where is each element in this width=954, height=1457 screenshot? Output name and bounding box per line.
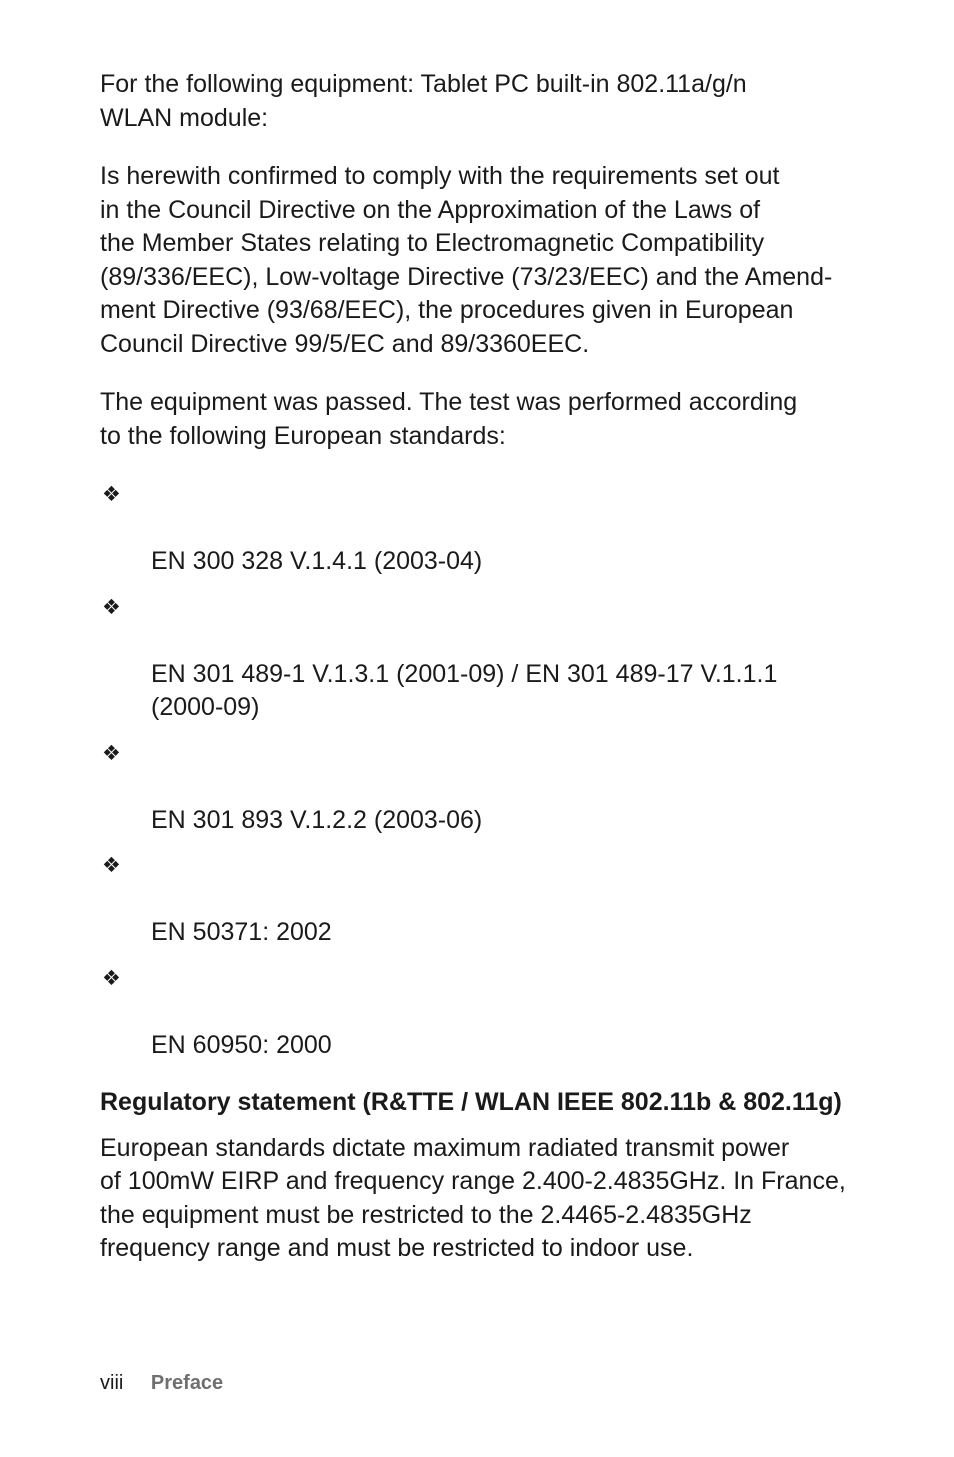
standard-text: EN 301 489-1 V.1.3.1 (2001-09) / EN 301 489-17 V.1.1.1 (2000-09) <box>151 659 778 721</box>
standard-text: EN 60950: 2000 <box>151 1030 332 1059</box>
standard-text: EN 50371: 2002 <box>151 918 332 946</box>
diamond-bullet-icon: ❖ <box>102 594 121 619</box>
list-item <box>100 962 860 1063</box>
diamond-bullet-icon: ❖ <box>102 853 121 877</box>
document-body <box>100 68 860 1291</box>
test-paragraph: The equipment was passed. The test was performed according to the following European standards: <box>100 388 798 450</box>
list-item <box>100 591 860 725</box>
regulatory-heading: Regulatory statement (R&TTE / WLAN IEEE 802.11b & 802.11g) <box>100 1088 842 1116</box>
confirmation-paragraph: Is herewith confirmed to comply with the requirements set out in the Council Directive on the Approximation of the Laws of the Member States relating to Electromagnetic Compatibility (89/336/EEC), Low-voltage Directive (73/23/EEC) and the Amend- ment Directive (93/68/EEC), the procedures given in European Council Directive 99/5/EC and 89/3360EEC. <box>100 162 833 358</box>
footer-section-name: Preface <box>150 1372 224 1394</box>
standard-text: EN 300 328 V.1.4.1 (2003-04) <box>151 547 483 575</box>
diamond-bullet-icon: ❖ <box>102 965 121 990</box>
list-item <box>100 849 860 950</box>
diamond-bullet-icon: ❖ <box>102 482 121 506</box>
list-item <box>100 737 860 838</box>
diamond-bullet-icon: ❖ <box>102 740 121 765</box>
standards-list <box>100 478 860 1062</box>
list-item <box>100 478 860 579</box>
equipment-paragraph: For the following equipment: Tablet PC built-in 802.11a/g/n WLAN module: <box>100 70 747 132</box>
page-footer <box>100 1370 223 1396</box>
page-number: viii <box>100 1372 124 1394</box>
regulatory-paragraph: European standards dictate maximum radiated transmit power of 100mW EIRP and frequency range 2.400-2.4835GHz. In France, the equipment must be restricted to the 2.4465-2.4835GHz frequency range and must be restricted to indoor use. <box>100 1133 846 1262</box>
standard-text: EN 301 893 V.1.2.2 (2003-06) <box>151 805 483 834</box>
